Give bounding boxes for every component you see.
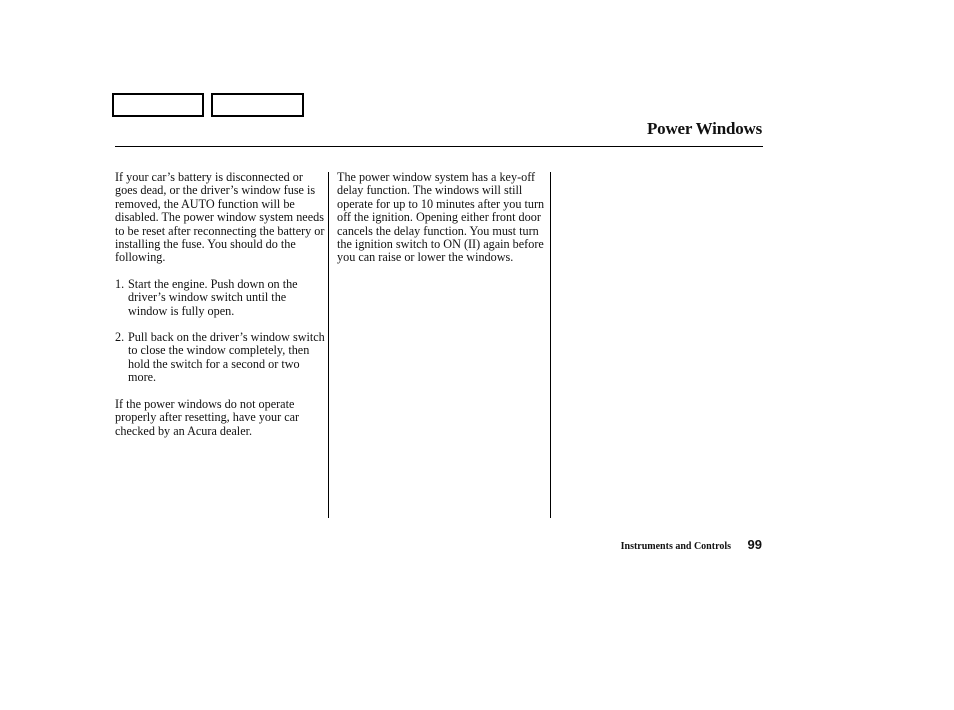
nav-button-previous[interactable] [112, 93, 204, 117]
page-number: 99 [747, 537, 762, 552]
column-middle [337, 171, 547, 278]
column-left [115, 171, 325, 451]
step-number: 2. [115, 330, 125, 345]
nav-button-next[interactable] [211, 93, 304, 117]
step-number: 1. [115, 276, 125, 291]
column-divider [328, 172, 329, 518]
list-item [115, 278, 325, 318]
step-text: Start the engine. Push down on the driver’s window switch until the window is fully open. [128, 276, 298, 318]
page-title: Power Windows [646, 119, 762, 138]
delay-paragraph: The power window system has a key-off delay function. The windows will still operate for up to 10 minutes after you turn off the ignition. Opening either front door cancels the delay function. You must turn the ignition switch to ON (II) again before you can raise or lower the windows. [337, 170, 545, 265]
header-rule [115, 146, 763, 147]
closing-paragraph: If the power windows do not operate properly after resetting, have your car checked by an Acura dealer. [115, 396, 300, 438]
footer-section-label: Instruments and Controls [620, 541, 731, 552]
step-text: Pull back on the driver’s window switch to close the window completely, then hold the switch for a second or two more. [128, 330, 325, 385]
list-item [115, 331, 325, 385]
column-divider [550, 172, 551, 518]
intro-paragraph: If your car’s battery is disconnected or goes dead, or the driver’s window fuse is removed, the AUTO function will be disabled. The power window system needs to be reset after reconnecting the battery or installing the fuse. You should do the following. [115, 170, 325, 265]
